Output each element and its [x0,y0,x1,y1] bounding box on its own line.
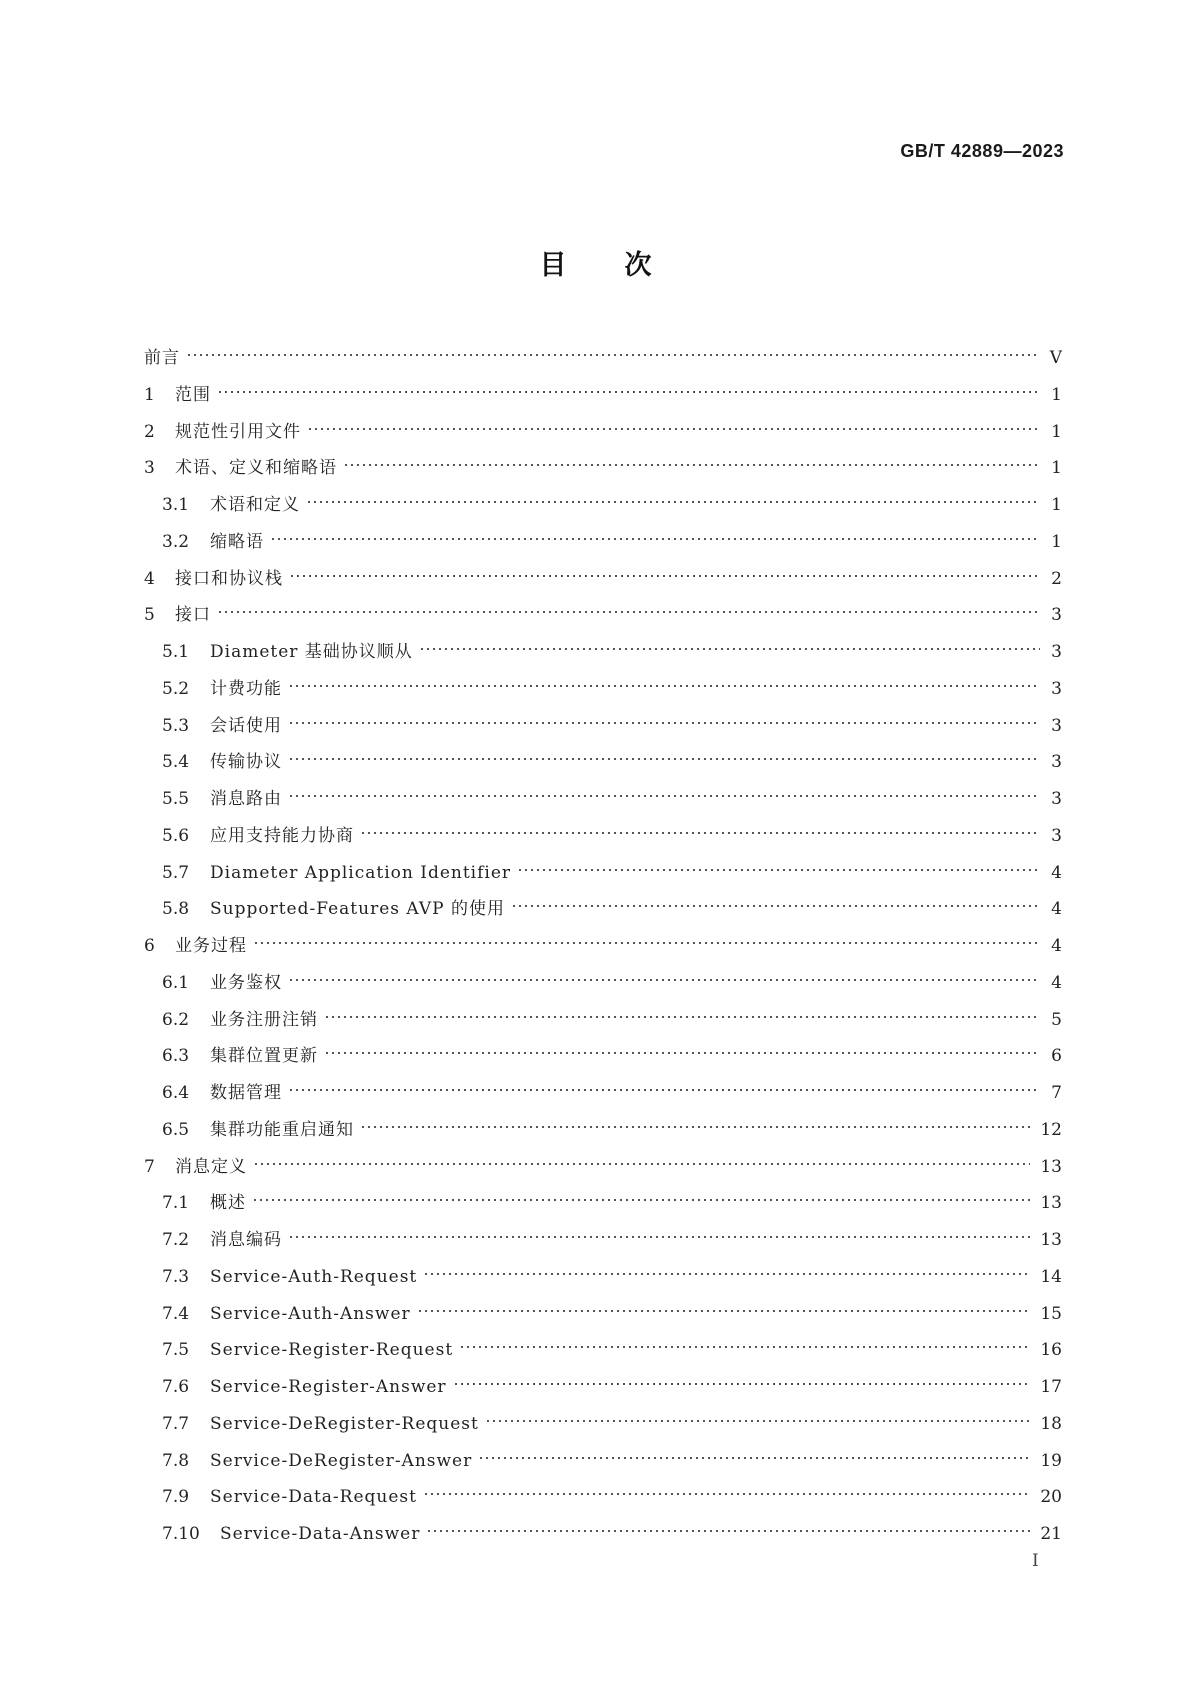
toc-dot-leader [453,1380,1031,1388]
toc-entry-page: 21 [1040,1524,1062,1544]
toc-entry[interactable] [144,487,1062,524]
toc-entry[interactable] [144,708,1062,745]
toc-entry[interactable] [144,1479,1062,1516]
toc-dot-leader [324,1049,1040,1057]
toc-entry[interactable] [144,524,1062,561]
toc-entry-page: 14 [1040,1266,1062,1287]
toc-entry-number: 1 [144,384,155,405]
toc-entry-label: 集群功能重启通知 [210,1119,354,1140]
toc-entry-label: 接口和协议栈 [175,568,283,589]
toc-entry-number: 7.2 [162,1230,190,1250]
toc-entry-label: 消息编码 [210,1230,282,1250]
toc-entry[interactable] [144,1002,1062,1039]
toc-entry-page: 13 [1040,1156,1062,1177]
toc-entry[interactable] [144,1369,1062,1406]
toc-entry[interactable] [144,1296,1062,1333]
toc-entry[interactable] [144,818,1062,855]
toc-entry-number: 5.4 [162,752,190,773]
toc-dot-leader [426,1527,1030,1535]
toc-dot-leader [288,1233,1030,1241]
toc-entry-page: 5 [1051,1009,1062,1030]
toc-entry-number: 7.10 [162,1524,200,1544]
toc-entry-page: 3 [1051,715,1062,736]
toc-entry-label: Service-Register-Answer [210,1377,447,1397]
toc-entry-label: Service-Auth-Answer [210,1303,411,1324]
toc-dot-leader [288,792,1040,800]
toc-entry-number: 5.6 [162,825,190,846]
toc-entry-number: 3 [144,458,155,479]
toc-dot-leader [289,572,1040,580]
toc-entry[interactable] [144,928,1062,965]
toc-entry-label: Service-Register-Request [210,1340,454,1361]
toc-entry-number: 6 [144,936,155,956]
toc-entry-label: Service-Auth-Request [210,1266,418,1287]
toc-dot-leader [252,1196,1030,1204]
toc-entry-label: Diameter Application Identifier [210,862,512,883]
toc-dot-leader [307,425,1040,433]
toc-entry-number: 7 [144,1156,155,1177]
toc-entry-page: 4 [1051,936,1062,956]
toc-entry-number: 2 [144,421,155,442]
toc-dot-leader [419,645,1040,653]
toc-dot-leader [417,1307,1031,1315]
toc-entry[interactable] [144,634,1062,671]
toc-entry-label: 前言 [144,348,180,368]
toc-entry-number: 6.4 [162,1083,190,1103]
toc-entry[interactable] [144,1259,1062,1296]
toc-entry-label: 业务鉴权 [210,972,282,993]
toc-dot-leader [360,829,1040,837]
toc-entry[interactable] [144,744,1062,781]
toc-entry[interactable] [144,1112,1062,1149]
toc-dot-leader [288,719,1040,727]
toc-entry-number: 7.4 [162,1303,190,1324]
toc-entry-page: 15 [1040,1303,1062,1324]
toc-entry-number: 7.7 [162,1413,190,1434]
toc-entry-number: 6.1 [162,972,190,993]
toc-dot-leader [288,755,1040,763]
toc-entry-page: 4 [1051,899,1062,920]
toc-entry-page: 2 [1051,568,1062,589]
toc-entry-label: 缩略语 [210,531,264,552]
toc-entry-number: 7.8 [162,1450,190,1471]
toc-entry-label: 会话使用 [210,715,282,736]
toc-entry-label: Service-Data-Answer [220,1524,421,1544]
toc-entry-number: 7.9 [162,1487,190,1508]
toc-entry[interactable] [144,561,1062,598]
toc-entry[interactable] [144,671,1062,708]
toc-entry[interactable] [144,1443,1062,1480]
toc-entry-page: 13 [1040,1230,1062,1250]
toc-entry-number: 5.1 [162,642,190,662]
toc-entry-page: 3 [1051,825,1062,846]
toc-entry-label: 业务过程 [175,936,247,956]
toc-entry[interactable] [144,1038,1062,1075]
toc-entry-label: 消息定义 [175,1156,247,1177]
toc-entry-number: 5.8 [162,899,190,920]
toc-entry[interactable] [144,781,1062,818]
toc-entry-number: 5.5 [162,789,190,809]
toc-entry-label: Service-Data-Request [210,1487,417,1508]
toc-dot-leader [288,682,1040,690]
toc-entry[interactable] [144,450,1062,487]
document-code: GB/T 42889—2023 [900,141,1064,161]
toc-entry-page: 3 [1051,752,1062,773]
toc-entry-label: 范围 [175,384,211,405]
toc-dot-leader [217,388,1040,396]
toc-dot-leader [485,1417,1030,1425]
toc-entry-page: 6 [1051,1046,1062,1067]
toc-entry-page: 3 [1051,605,1062,626]
toc-dot-leader [306,498,1040,506]
toc-entry[interactable] [144,1075,1062,1112]
toc-entry-label: Diameter 基础协议顺从 [210,642,413,662]
toc-entry[interactable] [144,1406,1062,1443]
toc-dot-leader [270,535,1040,543]
toc-dot-leader [423,1270,1030,1278]
toc-dot-leader [517,866,1040,874]
toc-dot-leader [324,1013,1040,1021]
toc-entry[interactable] [144,1516,1062,1553]
toc-entry-number: 4 [144,568,155,589]
toc-entry-label: 计费功能 [210,678,282,699]
toc-entry-page: 20 [1040,1487,1062,1508]
toc-entry-number: 7.3 [162,1266,190,1287]
toc-entry-label: 规范性引用文件 [175,421,301,442]
toc-entry-number: 3.2 [162,531,190,552]
toc-entry[interactable] [144,891,1062,928]
toc-entry-page: 3 [1051,789,1062,809]
toc-entry[interactable] [144,1185,1062,1222]
toc-entry-page: 3 [1051,642,1062,662]
toc-entry-number: 5.7 [162,862,190,883]
toc-entry[interactable] [144,965,1062,1002]
toc-entry-page: 1 [1051,495,1062,515]
toc-dot-leader [253,1160,1030,1168]
toc-entry-page: 3 [1051,678,1062,699]
toc-entry-number: 5.3 [162,715,190,736]
toc-entry-label: 术语和定义 [210,495,300,515]
toc-dot-leader [217,608,1040,616]
toc-entry-page: 1 [1051,531,1062,552]
toc-entry-number: 6.5 [162,1119,190,1140]
toc-dot-leader [343,461,1040,469]
toc-entry-label: Supported-Features AVP 的使用 [210,899,505,920]
toc-entry-page: 12 [1040,1119,1062,1140]
toc-dot-leader [511,902,1040,910]
toc-entry[interactable] [144,855,1062,892]
toc-dot-leader [423,1490,1030,1498]
toc-entry[interactable] [144,414,1062,451]
toc-entry-page: 18 [1040,1413,1062,1434]
toc-entry[interactable] [144,340,1062,377]
toc-entry-page: 17 [1040,1377,1062,1397]
toc-entry-page: 16 [1040,1340,1062,1361]
toc-dot-leader [186,351,1040,359]
toc-dot-leader [288,1086,1040,1094]
toc-dot-leader [459,1343,1030,1351]
toc-dot-leader [288,976,1040,984]
toc-entry-label: 集群位置更新 [210,1046,318,1067]
toc-dot-leader [253,939,1040,947]
toc-entry-label: 概述 [210,1193,246,1214]
toc-entry-number: 7.6 [162,1377,190,1397]
toc-entry-page: 13 [1040,1193,1062,1214]
toc-entry-number: 7.1 [162,1193,190,1214]
toc-dot-leader [478,1454,1030,1462]
toc-entry-number: 6.3 [162,1046,190,1067]
toc-entry[interactable] [144,1332,1062,1369]
toc-dot-leader [360,1123,1030,1131]
toc-entry-label: 应用支持能力协商 [210,825,354,846]
table-of-contents [144,340,1062,1553]
toc-entry-label: Service-DeRegister-Answer [210,1450,473,1471]
toc-entry-number: 5 [144,605,155,626]
toc-entry-number: 5.2 [162,678,190,699]
toc-entry-number: 3.1 [162,495,190,515]
toc-entry[interactable] [144,597,1062,634]
toc-entry-label: 传输协议 [210,752,282,773]
toc-entry[interactable] [144,1222,1062,1259]
toc-entry-page: 4 [1051,862,1062,883]
toc-entry-number: 6.2 [162,1009,190,1030]
toc-entry-page: 19 [1040,1450,1062,1471]
page-number: Ⅰ [1032,1551,1039,1571]
toc-entry-page: Ⅴ [1049,348,1062,368]
toc-entry-label: 接口 [175,605,211,626]
toc-entry-number: 7.5 [162,1340,190,1361]
toc-entry-label: Service-DeRegister-Request [210,1413,479,1434]
toc-entry-page: 1 [1051,421,1062,442]
toc-entry[interactable] [144,377,1062,414]
toc-entry-page: 7 [1051,1083,1062,1103]
toc-entry-page: 1 [1051,458,1062,479]
toc-entry-label: 数据管理 [210,1083,282,1103]
toc-entry[interactable] [144,1149,1062,1186]
toc-entry-page: 4 [1051,972,1062,993]
toc-entry-label: 术语、定义和缩略语 [175,458,337,479]
page-title: 目次 [539,250,710,281]
toc-entry-label: 业务注册注销 [210,1009,318,1030]
toc-entry-label: 消息路由 [210,789,282,809]
toc-entry-page: 1 [1051,384,1062,405]
